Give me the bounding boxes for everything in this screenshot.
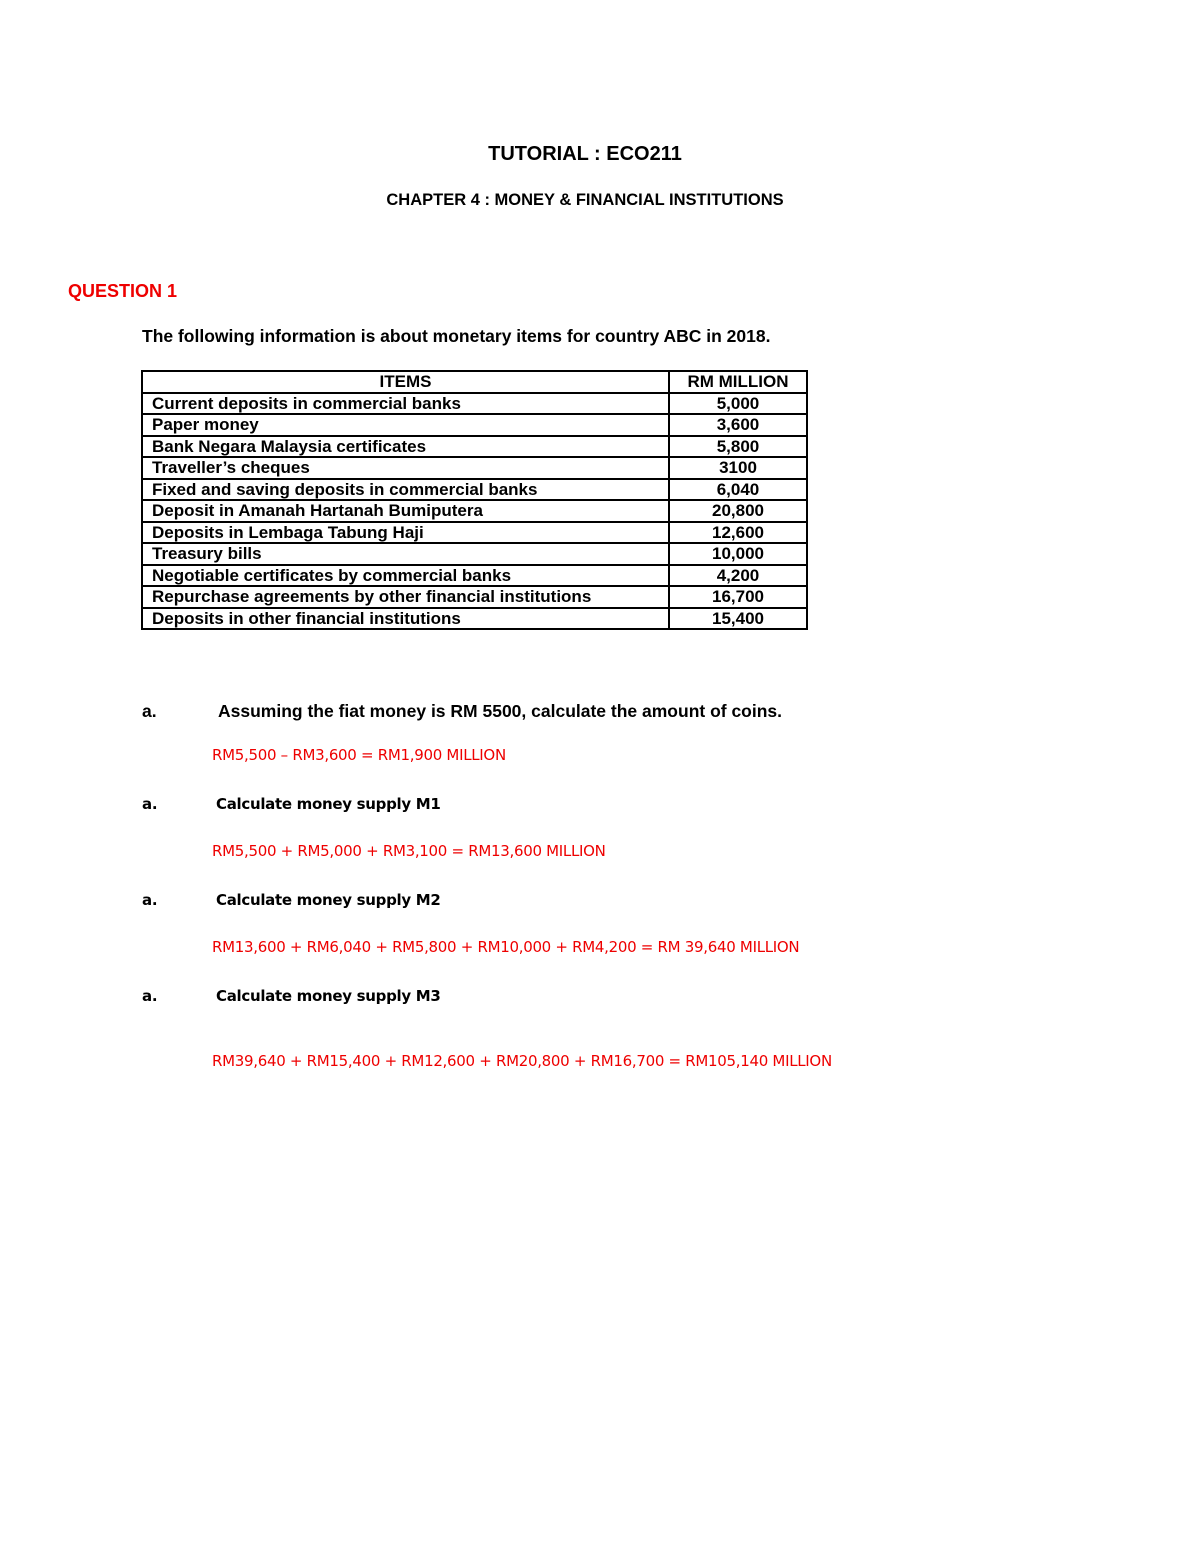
question-heading: QUESTION 1 bbox=[68, 281, 178, 301]
part-answer: RM5,500 – RM3,600 = RM1,900 MILLION bbox=[212, 746, 506, 764]
item-name: Repurchase agreements by other financial institutions bbox=[142, 586, 669, 608]
item-value: 5,800 bbox=[669, 436, 807, 458]
table-row bbox=[142, 522, 807, 544]
item-value: 6,040 bbox=[669, 479, 807, 501]
table-row bbox=[142, 565, 807, 587]
part-question: Calculate money supply M3 bbox=[216, 987, 441, 1005]
table-row bbox=[142, 586, 807, 608]
part-answer: RM13,600 + RM6,040 + RM5,800 + RM10,000 + RM4,200 = RM 39,640 MILLION bbox=[212, 938, 800, 956]
item-value: 12,600 bbox=[669, 522, 807, 544]
item-name: Deposits in Lembaga Tabung Haji bbox=[142, 522, 669, 544]
chapter-title: CHAPTER 4 : MONEY & FINANCIAL INSTITUTIONS bbox=[386, 191, 784, 209]
table-row bbox=[142, 393, 807, 415]
table-row bbox=[142, 500, 807, 522]
item-name: Deposit in Amanah Hartanah Bumiputera bbox=[142, 500, 669, 522]
item-value: 5,000 bbox=[669, 393, 807, 415]
table-row bbox=[142, 414, 807, 436]
item-name: Deposits in other financial institutions bbox=[142, 608, 669, 630]
table-row bbox=[142, 457, 807, 479]
item-value: 10,000 bbox=[669, 543, 807, 565]
part-answer: RM39,640 + RM15,400 + RM12,600 + RM20,800 + RM16,700 = RM105,140 MILLION bbox=[212, 1052, 832, 1070]
item-value: 3100 bbox=[669, 457, 807, 479]
column-header-items: ITEMS bbox=[142, 371, 669, 393]
item-value: 3,600 bbox=[669, 414, 807, 436]
question-intro: The following information is about monetary items for country ABC in 2018. bbox=[142, 326, 771, 346]
item-name: Traveller’s cheques bbox=[142, 457, 669, 479]
part-answer: RM5,500 + RM5,000 + RM3,100 = RM13,600 MILLION bbox=[212, 842, 606, 860]
column-header-rm-million: RM MILLION bbox=[669, 371, 807, 393]
item-name: Fixed and saving deposits in commercial banks bbox=[142, 479, 669, 501]
item-value: 4,200 bbox=[669, 565, 807, 587]
item-value: 15,400 bbox=[669, 608, 807, 630]
part-letter: a. bbox=[142, 987, 158, 1005]
document-title: TUTORIAL : ECO211 bbox=[488, 143, 682, 165]
table-row bbox=[142, 479, 807, 501]
table-row bbox=[142, 608, 807, 630]
table-header-row bbox=[142, 371, 807, 393]
part-letter: a. bbox=[142, 891, 158, 909]
part-question: Calculate money supply M2 bbox=[216, 891, 441, 909]
item-value: 16,700 bbox=[669, 586, 807, 608]
part-letter: a. bbox=[142, 701, 157, 721]
item-name: Current deposits in commercial banks bbox=[142, 393, 669, 415]
part-letter: a. bbox=[142, 795, 158, 813]
monetary-items-table bbox=[141, 370, 808, 630]
item-name: Negotiable certificates by commercial banks bbox=[142, 565, 669, 587]
item-name: Paper money bbox=[142, 414, 669, 436]
item-value: 20,800 bbox=[669, 500, 807, 522]
part-question: Calculate money supply M1 bbox=[216, 795, 441, 813]
table-row bbox=[142, 436, 807, 458]
part-question: Assuming the fiat money is RM 5500, calculate the amount of coins. bbox=[218, 701, 783, 721]
item-name: Treasury bills bbox=[142, 543, 669, 565]
table-row bbox=[142, 543, 807, 565]
item-name: Bank Negara Malaysia certificates bbox=[142, 436, 669, 458]
